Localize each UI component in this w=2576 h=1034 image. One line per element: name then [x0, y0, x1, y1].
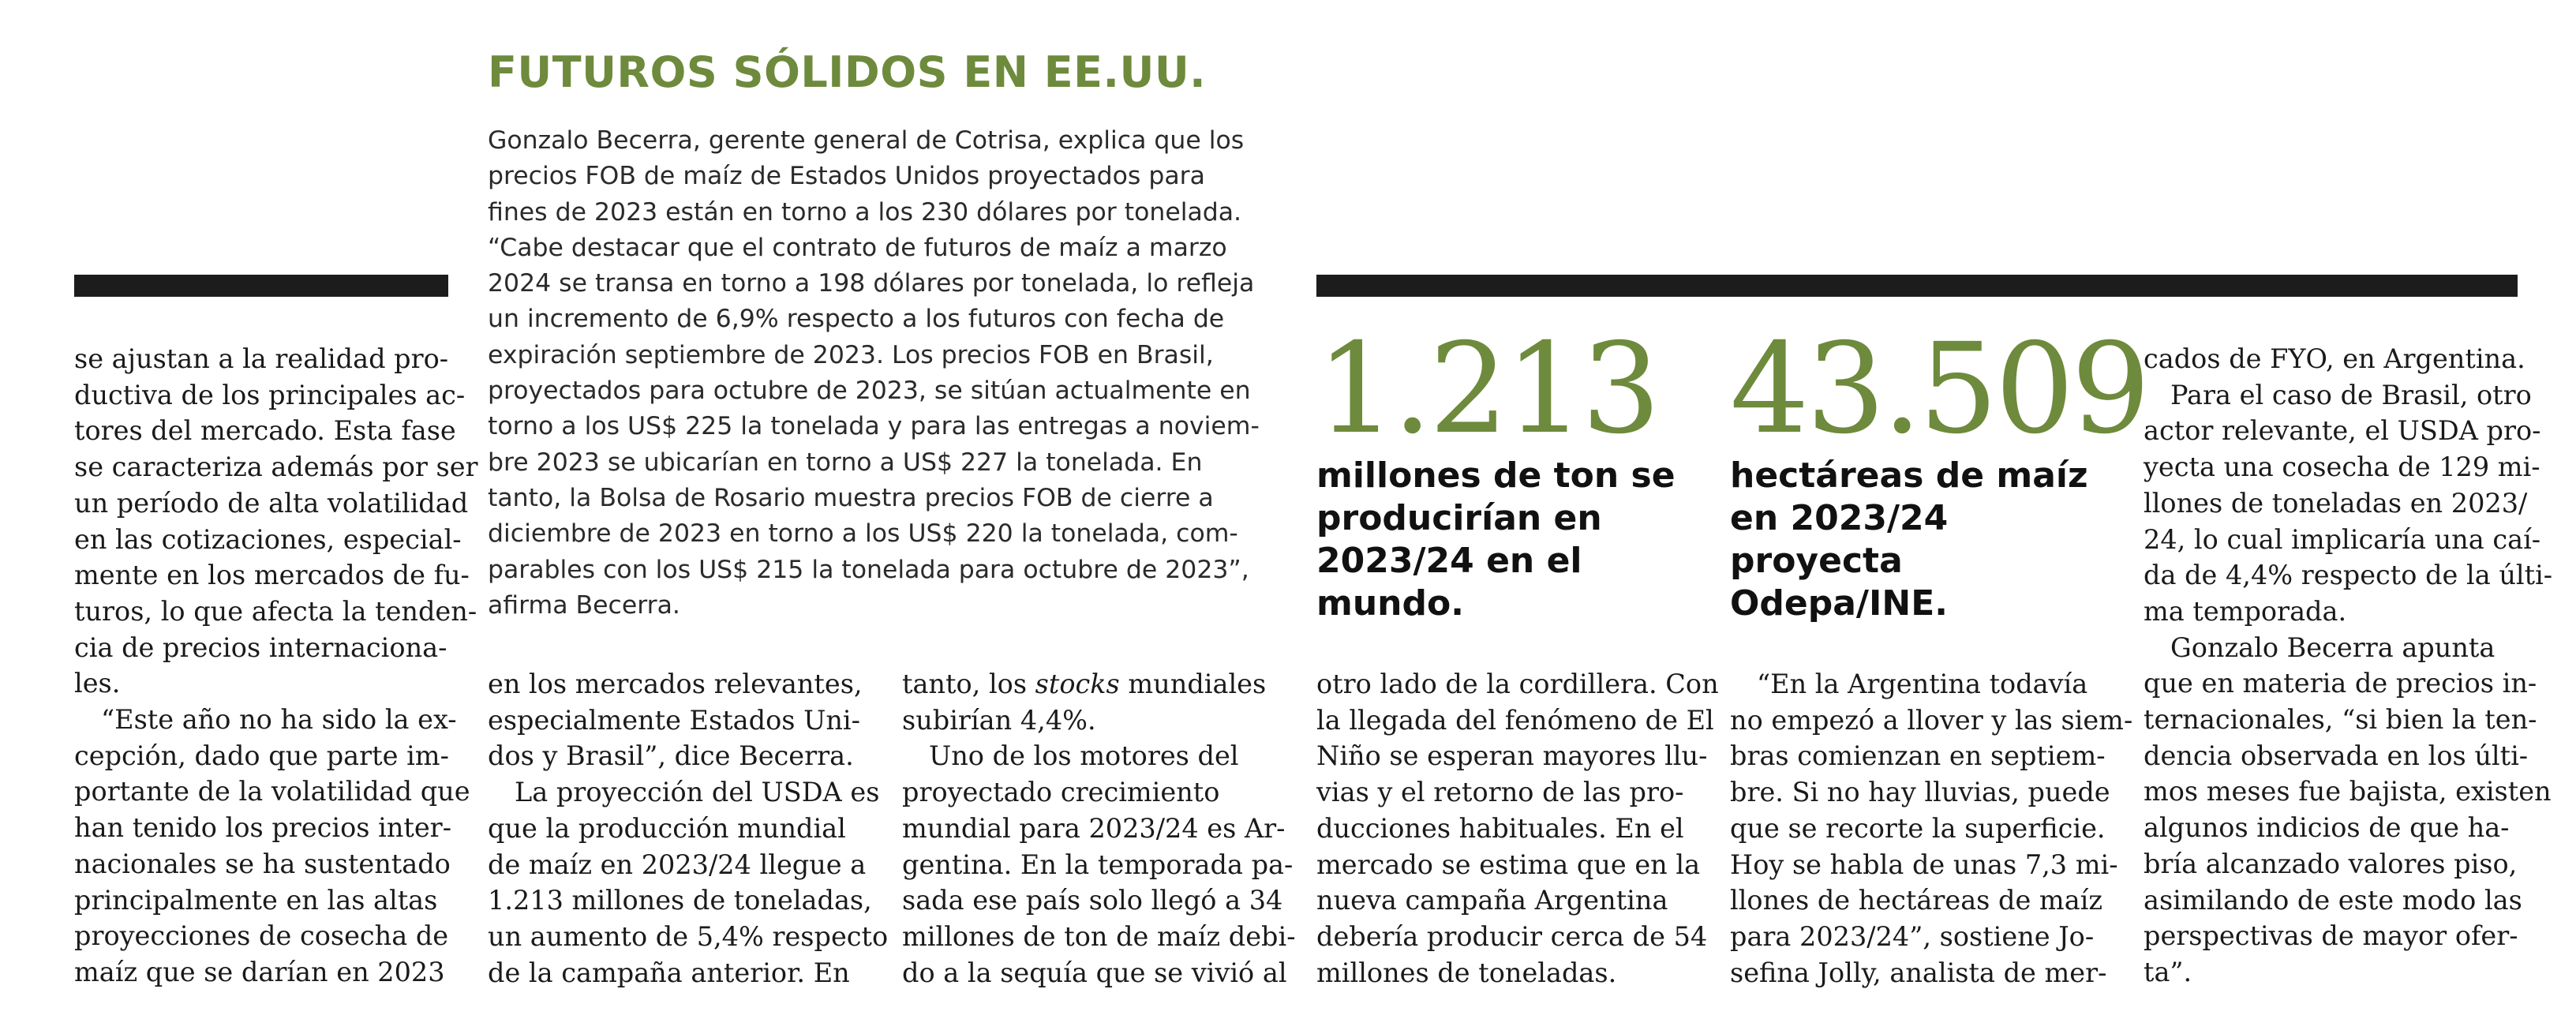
- text-line: Niño se esperan mayores llu-: [1316, 740, 1708, 772]
- text-line: bras comienzan en septiem-: [1730, 740, 2106, 772]
- text-line: 1.213 millones de toneladas,: [488, 885, 872, 916]
- text-line: millones de ton de maíz debi-: [902, 920, 1296, 952]
- text-line: cepción, dado que parte im-: [74, 740, 449, 771]
- text-line: ternacionales, “si bien la ten-: [2144, 704, 2537, 736]
- text-line: cia de precios internaciona-: [74, 631, 447, 663]
- text-line: mundial para 2023/24 es Ar-: [902, 812, 1286, 844]
- article-column-3: [902, 666, 1296, 991]
- text-line: Hoy se habla de unas 7,3 mi-: [1730, 849, 2118, 880]
- text-line: que se recorte la superficie.: [1730, 812, 2106, 844]
- text-line: actor relevante, el USDA pro-: [2144, 415, 2541, 447]
- text-run: tanto, los: [902, 669, 1035, 699]
- text-line: millones de toneladas.: [1316, 957, 1617, 988]
- text-line: La proyección del USDA es: [515, 777, 880, 808]
- text-line: nueva campaña Argentina: [1316, 885, 1668, 916]
- text-line: ma temporada.: [2144, 595, 2347, 627]
- sidebar-line: precios FOB de maíz de Estados Unidos proyectados para: [488, 162, 1205, 191]
- sidebar-line: un incremento de 6,9% respecto a los futuros con fecha de: [488, 305, 1225, 334]
- text-line: proyectado crecimiento: [902, 777, 1220, 808]
- caption-line: proyecta: [1730, 541, 1903, 581]
- text-line: da de 4,4% respecto de la últi-: [2144, 560, 2553, 591]
- article-column-4: [1316, 666, 1719, 991]
- text-line: mente en los mercados de fu-: [74, 560, 470, 591]
- text-line: dencia observada en los últi-: [2144, 740, 2529, 771]
- sidebar-title: FUTUROS SÓLIDOS EN EE.UU.: [488, 47, 1207, 97]
- text-line: de la campaña anterior. En: [488, 957, 850, 988]
- text-line: ductiva de los principales ac-: [74, 379, 466, 410]
- text-line: “En la Argentina todavía: [1757, 669, 2088, 699]
- text-line: subirían 4,4%.: [902, 704, 1096, 736]
- text-line: que la producción mundial: [488, 812, 846, 844]
- text-line: portante de la volatilidad que: [74, 776, 470, 807]
- text-line: un período de alta volatilidad: [74, 487, 469, 519]
- sidebar-line: tanto, la Bolsa de Rosario muestra precios FOB de cierre a: [488, 483, 1214, 512]
- text-line: nacionales se ha sustentado: [74, 848, 451, 879]
- caption-line: mundo.: [1316, 583, 1464, 624]
- sidebar-line: diciembre de 2023 en torno a los US$ 220 la tonelada, com-: [488, 519, 1238, 549]
- text-line: [902, 666, 1276, 702]
- article-column-5: [1730, 666, 2133, 991]
- article-column-1: [74, 341, 478, 991]
- text-line: les.: [74, 668, 121, 699]
- sidebar-line: 2024 se transa en torno a 198 dólares por tonelada, lo refleja: [488, 269, 1255, 298]
- stat-caption-world-production: [1316, 455, 1695, 625]
- text-line: de maíz en 2023/24 llegue a: [488, 849, 867, 880]
- text-line: ducciones habituales. En el: [1316, 812, 1684, 844]
- text-line: mercado se estima que en la: [1316, 849, 1701, 880]
- text-line: bre. Si no hay lluvias, puede: [1730, 777, 2110, 808]
- sidebar-line: proyectados para octubre de 2023, se sitúan actualmente en: [488, 377, 1251, 406]
- right-rule: [1316, 275, 2518, 297]
- text-line: llones de hectáreas de maíz: [1730, 885, 2103, 916]
- caption-line: Odepa/INE.: [1730, 583, 1948, 624]
- sidebar-line: bre 2023 se ubicarían en torno a US$ 227 la tonelada. En: [488, 448, 1203, 477]
- left-rule: [74, 275, 448, 297]
- text-line: llones de toneladas en 2023/: [2144, 487, 2528, 519]
- text-line: otro lado de la cordillera. Con: [1316, 669, 1719, 699]
- sidebar-line: torno a los US$ 225 la tonelada y para las entregas a noviem-: [488, 412, 1260, 441]
- text-line: debería producir cerca de 54: [1316, 920, 1708, 952]
- text-line: que en materia de precios in-: [2144, 668, 2537, 699]
- text-line: maíz que se darían en 2023: [74, 956, 445, 987]
- text-line: mos meses fue bajista, existen: [2144, 776, 2552, 807]
- text-line: un aumento de 5,4% respecto: [488, 920, 889, 952]
- caption-line: millones de ton se: [1316, 455, 1676, 496]
- text-line: tores del mercado. Esta fase: [74, 415, 456, 447]
- text-line: Gonzalo Becerra apunta: [2170, 631, 2496, 663]
- sidebar-line: “Cabe destacar que el contrato de futuros de maíz a marzo: [488, 233, 1227, 262]
- text-line: Para el caso de Brasil, otro: [2170, 379, 2532, 410]
- stat-number-hectares: 43.509: [1730, 317, 2147, 462]
- text-line: se caracteriza además por ser: [74, 451, 478, 483]
- text-line: se ajustan a la realidad pro-: [74, 343, 449, 374]
- text-line: gentina. En la temporada pa-: [902, 849, 1294, 880]
- text-run: mundiales: [1119, 669, 1267, 699]
- sidebar-line: parables con los US$ 215 la tonelada para octubre de 2023”,: [488, 555, 1249, 584]
- caption-line: 2023/24 en el: [1316, 541, 1582, 581]
- caption-line: producirían en: [1316, 498, 1602, 538]
- text-line: no empezó a llover y las siem-: [1730, 704, 2133, 736]
- text-line: cados de FYO, en Argentina.: [2144, 343, 2525, 374]
- text-line: vias y el retorno de las pro-: [1316, 777, 1684, 808]
- italic-word: stocks: [1035, 669, 1120, 699]
- sidebar-line: Gonzalo Becerra, gerente general de Cotrisa, explica que los: [488, 126, 1245, 155]
- text-line: bría alcanzado valores piso,: [2144, 848, 2518, 879]
- text-line: proyecciones de cosecha de: [74, 920, 449, 952]
- text-line: 24, lo cual implicaría una caí-: [2144, 523, 2541, 555]
- caption-line: en 2023/24: [1730, 498, 1949, 538]
- sidebar-body: [488, 123, 1260, 624]
- caption-line: hectáreas de maíz: [1730, 455, 2088, 496]
- text-line: en las cotizaciones, especial-: [74, 523, 462, 555]
- text-line: “Este año no ha sido la ex-: [101, 704, 457, 736]
- text-line: Uno de los motores del: [929, 740, 1239, 772]
- text-line: turos, lo que afecta la tenden-: [74, 595, 477, 627]
- text-line: sada ese país solo llegó a 34: [902, 885, 1283, 916]
- text-line: en los mercados relevantes,: [488, 669, 863, 699]
- stat-number-world-production: 1.213: [1316, 317, 1658, 462]
- sidebar-line: afirma Becerra.: [488, 590, 680, 620]
- text-line: algunos indicios de que ha-: [2144, 812, 2510, 844]
- text-line: la llegada del fenómeno de El: [1316, 704, 1714, 736]
- text-line: do a la sequía que se vivió al: [902, 957, 1287, 988]
- sidebar-line: expiración septiembre de 2023. Los precios FOB en Brasil,: [488, 340, 1214, 369]
- text-line: principalmente en las altas: [74, 884, 438, 916]
- text-line: perspectivas de mayor ofer-: [2144, 920, 2518, 952]
- text-line: asimilando de este modo las: [2144, 884, 2522, 916]
- text-line: ta”.: [2144, 956, 2192, 987]
- text-line: dos y Brasil”, dice Becerra.: [488, 740, 854, 772]
- sidebar-line: fines de 2023 están en torno a los 230 dólares por tonelada.: [488, 197, 1242, 227]
- stat-caption-hectares: [1730, 455, 2109, 625]
- text-line: sefina Jolly, analista de mer-: [1730, 957, 2107, 988]
- text-line: yecta una cosecha de 129 mi-: [2144, 451, 2540, 483]
- article-column-2: [488, 666, 889, 991]
- article-column-6: [2144, 341, 2553, 991]
- text-line: han tenido los precios inter-: [74, 812, 452, 844]
- text-line: especialmente Estados Uni-: [488, 704, 860, 736]
- text-line: para 2023/24”, sostiene Jo-: [1730, 920, 2095, 952]
